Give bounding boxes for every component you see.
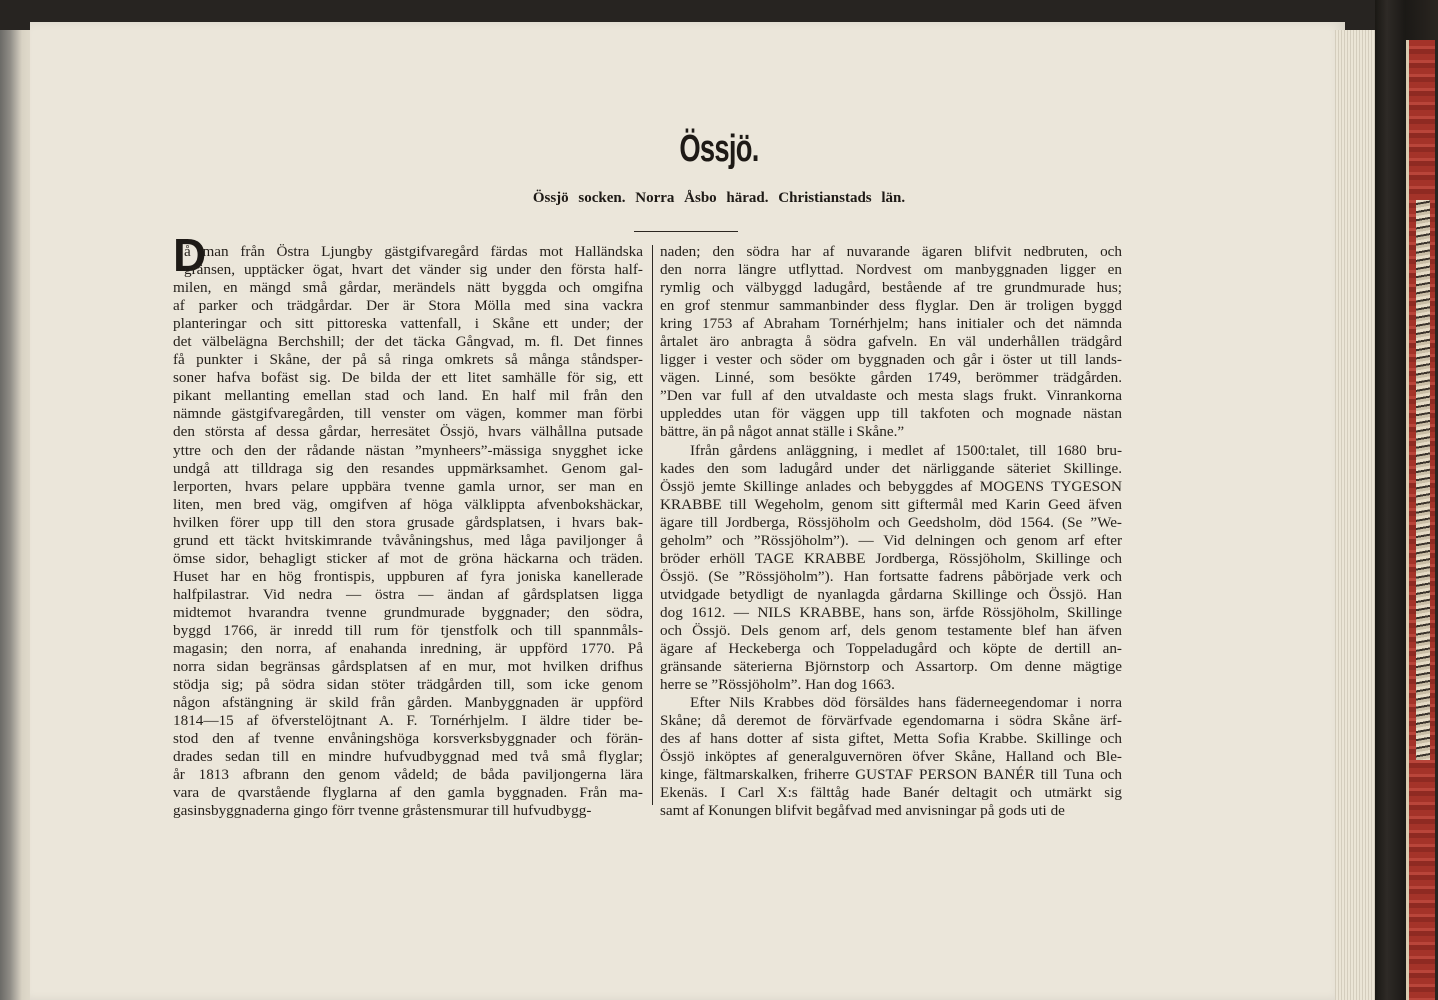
text-line: ägare till Jordberga, Rössjöholm och Geedsholm, död 1564. (Se ”We- — [660, 513, 1122, 531]
text-line: nämnde gästgifvaregården, till venster om vägen, kommer man förbi — [173, 405, 643, 423]
column-divider — [652, 245, 653, 805]
text-line: halfpilastrar. Vid nedra — östra — ändan af gårdsplatsen ligga — [173, 585, 643, 603]
text-line: naden; den södra har af nuvarande ägaren blifvit nedbruten, och — [660, 243, 1122, 260]
text-line: kring 1753 af Abraham Tornérhjelm; hans initialer och det nämnda — [660, 315, 1122, 333]
text-line: få punkter i Skåne, der på så ringa omkrets så många ståndsper- — [173, 351, 643, 369]
text-line: yttre och den der rådande nästan ”mynheers”-mässiga snygghet icke — [173, 441, 643, 459]
text-line: lerporten, hvars pelare uppbära tvenne gamla urnor, ser man en — [173, 477, 643, 495]
text-line: undgå att tilldraga sig den resandes uppmärksamhet. Genom gal- — [173, 459, 643, 477]
text-line: byggd 1766, är inredd till rum för tjenstfolk och till spannmåls- — [173, 621, 643, 639]
text-line: drades sedan till en mindre hufvudbyggnad med två små flyglar; — [173, 748, 643, 766]
text-line: årtalet äro anbragta å södra gafveln. En väl underhållen trädgård — [660, 333, 1122, 351]
text-line: uppleddes utan för väggen upp till takfoten och mognade nästan — [660, 405, 1122, 423]
text-line: Össjö. (Se ”Rössjöholm”). Han fortsatte fadrens påbörjade verk och — [660, 567, 1122, 585]
text-line: gränsen, upptäcker ögat, hvart det vänder sig under den första half- — [184, 261, 643, 279]
text-line: gasinsbyggnaderna gingo förr tvenne gråstensmurar till hufvudbygg- — [173, 802, 592, 820]
text-column-right — [660, 243, 1122, 821]
text-line: norra sidan begränsas gårdsplatsen af en mur, mot hvilken drifhus — [173, 658, 643, 676]
text-line: geholm” och ”Rössjöholm”). — Vid delningen och genom arf efter — [660, 531, 1122, 549]
text-line: utvidgade betydligt de nyanlagda gårdarna Skillinge och Össjö. Han — [660, 585, 1122, 603]
drop-cap: D — [173, 229, 207, 281]
text-line: ”Den var full af den utvaldaste och mesta slags frukt. Vinrankorna — [660, 387, 1122, 405]
text-line: samt af Konungen blifvit begåfvad med anvisningar på gods uti de — [660, 802, 1065, 820]
text-line: Ifrån gårdens anläggning, i medlet af 1500:talet, till 1680 bru- — [690, 441, 1122, 459]
text-line: gränsande säterierna Björnstorp och Assartorp. Om denne mägtige — [660, 658, 1122, 676]
text-line: vara de qvarstående flyglarna af den gamla byggnaden. Från ma- — [173, 784, 643, 802]
text-line: å man från Östra Ljungby gästgifvaregård färdas mot Halländska — [184, 243, 643, 260]
text-line: Ekenäs. I Carl X:s fälttåg hade Banér deltagit och utmärkt sig — [660, 784, 1122, 802]
text-line: ömse sidor, behagligt sticker af mot de gröna häckarna och träden. — [173, 549, 643, 567]
title-rule — [634, 231, 738, 232]
text-line: den största af dessa gårdar, herresätet Össjö, hvars välhållna putsade — [173, 423, 643, 441]
text-line: bättre, än på något annat ställe i Skåne.” — [660, 423, 905, 441]
text-line: magasin; den norra, af enahanda inredning, är uppförd 1770. På — [173, 640, 643, 658]
text-line: dog 1612. — NILS KRABBE, hans son, ärfde Rössjöholm, Skillinge — [660, 603, 1122, 621]
text-line: herre se ”Rössjöholm”. Han dog 1663. — [660, 676, 895, 694]
text-line: soner hafva bofäst sig. De bilda der ett litet samhälle för sig, ett — [173, 369, 643, 387]
text-line: Skåne; då deremot de förvärfvade egendomarna i södra Skåne ärf- — [660, 712, 1122, 730]
text-line: 1814—15 af öfverstelöjtnant A. F. Tornérhjelm. I äldre tider be- — [173, 712, 643, 730]
text-line: år 1813 afbrann den genom vådeld; de båda paviljongerna lära — [173, 766, 643, 784]
text-line: Össjö jemte Skillinge anlades och bebyggdes af MOGENS TYGESON — [660, 477, 1122, 495]
text-line: Efter Nils Krabbes död försäldes hans fäderneegendomar i norra — [690, 694, 1122, 712]
text-line: midtemot hvarandra tvenne grundmurade byggnader; den södra, — [173, 603, 643, 621]
text-line: en grof stenmur sammanbinder dess flyglar. Den är troligen byggd — [660, 297, 1122, 315]
text-line: någon afstängning är skild från gården. Manbyggnaden är uppförd — [173, 694, 643, 712]
page-stack-edge — [1335, 30, 1375, 1000]
text-line: vägen. Linné, som besökte gården 1749, berömmer trädgården. — [660, 369, 1122, 387]
text-line: milen, en mängd små gårdar, merändels nätt byggda och omgifna — [173, 279, 643, 297]
text-line: det välbelägna Berchshill; der det täcka Gångvad, m. fl. Det finnes — [173, 333, 643, 351]
text-line: kades den som ladugård under det närliggande säteriet Skillinge. — [660, 459, 1122, 477]
text-line: pikant mellanting emellan stad och land. En half mil från den — [173, 387, 643, 405]
text-line: kinge, fältmarskalken, friherre GUSTAF PERSON BANÉR till Tuna och — [660, 766, 1122, 784]
text-line: grund ett täckt hvitskimrande tvåvåningshus, med låga paviljonger å — [173, 531, 643, 549]
text-line: stod den af tvenne envåningshöga korsverksbyggnader och förän- — [173, 730, 643, 748]
text-line: liten, men bred väg, omgifven af höga välklippta afvenbokshäckar, — [173, 495, 643, 513]
text-line: den norra längre utflyttad. Nordvest om manbyggnaden ligger en — [660, 261, 1122, 279]
text-line: bröder erhöll TAGE KRABBE Jordberga, Rössjöholm, Skillinge och — [660, 549, 1122, 567]
text-line: hvilken förer upp till den stora grusade gårdsplatsen, i hvars bak- — [173, 513, 643, 531]
text-line: KRABBE till Wegeholm, genom sitt giftermål med Karin Geed äfven — [660, 495, 1122, 513]
marbled-endpaper — [1416, 200, 1430, 760]
text-line: des af hans dotter af sista giftet, Metta Sofia Krabbe. Skillinge och — [660, 730, 1122, 748]
text-line: ägare af Heckeberga och Toppeladugård och köpte de dertill an- — [660, 640, 1122, 658]
text-line: stödja sig; på södra sidan stöter trädgården till, som icke genom — [173, 676, 643, 694]
text-line: rymlig och välbyggd ladugård, bestående af tre grundmurade hus; — [660, 279, 1122, 297]
text-line: Huset har en hög frontispis, uppburen af fyra joniska kanellerade — [173, 567, 643, 585]
text-line: ligger i vester och söder om byggnaden och går i öster ut till lands- — [660, 351, 1122, 369]
text-line: Össjö inköptes af generalguvernören öfver Skåne, Halland och Ble- — [660, 748, 1122, 766]
text-line: och Össjö. Dels genom arf, dels genom testamente blef han äfven — [660, 621, 1122, 639]
page-subtitle: Össjö socken. Norra Åsbo härad. Christianstads län. — [532, 190, 906, 206]
text-line: planteringar och sitt pittoreska vattenfall, i Skåne ett under; der — [173, 315, 643, 333]
page-title: Össjö. — [679, 128, 759, 170]
text-line: af parker och trädgårdar. Der är Stora Mölla med sina vackra — [173, 297, 643, 315]
text-column-left — [173, 243, 643, 821]
